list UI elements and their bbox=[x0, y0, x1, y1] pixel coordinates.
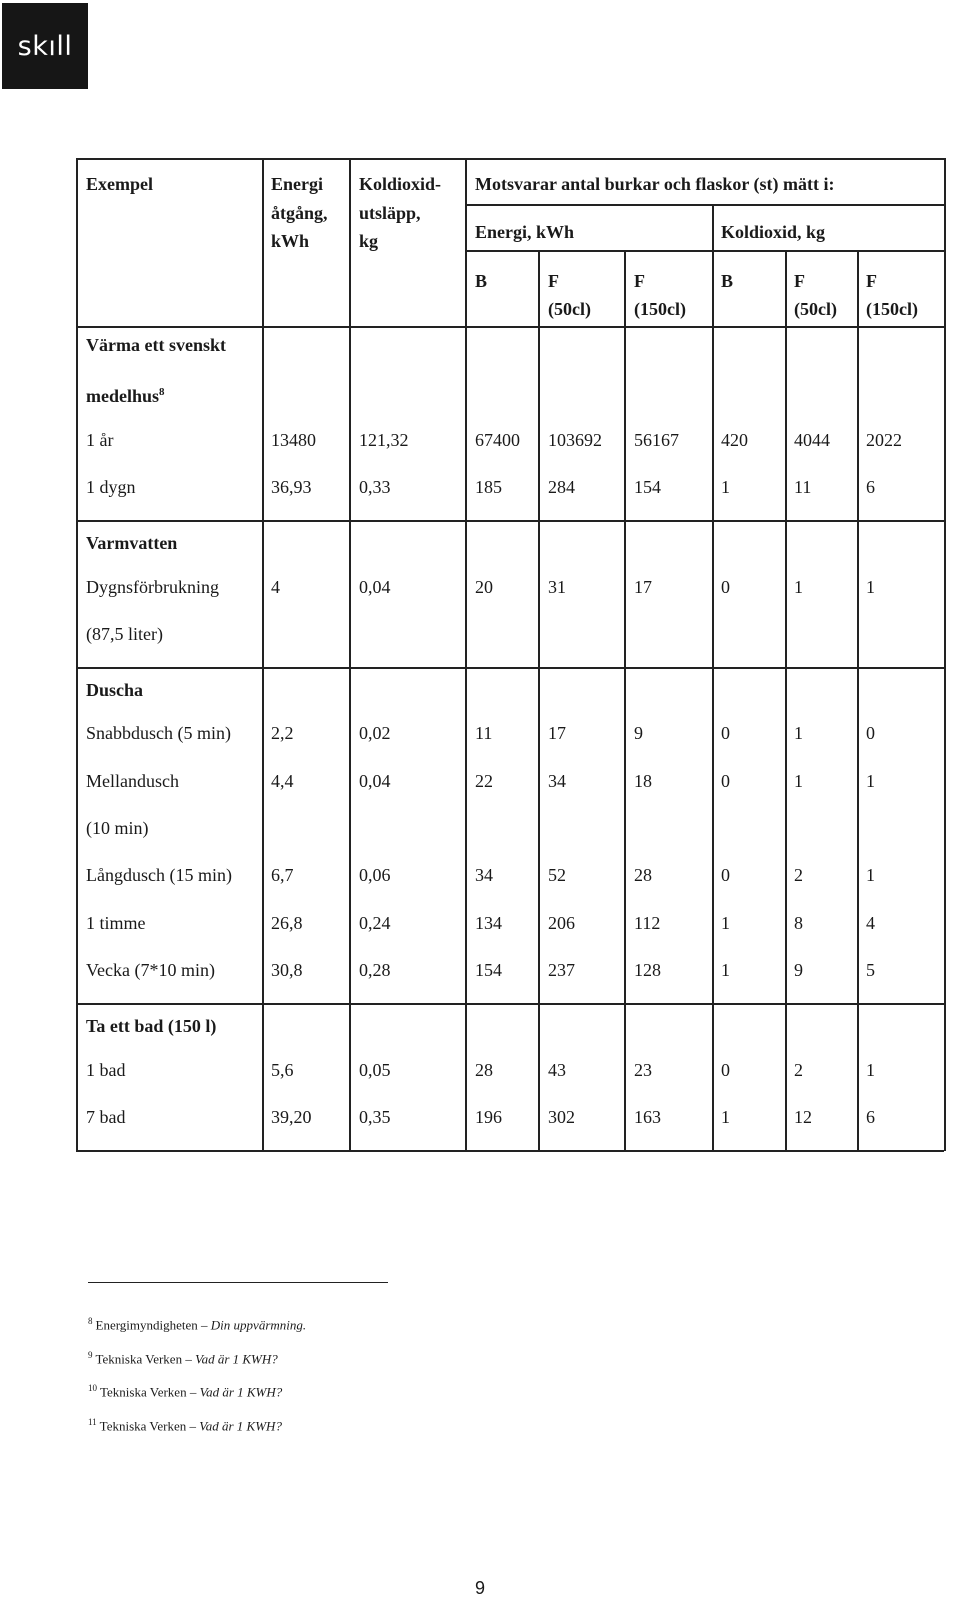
footnote-title: Vad är 1 KWH? bbox=[199, 1417, 282, 1433]
row-value: 6 bbox=[866, 476, 875, 497]
section-divider bbox=[76, 326, 944, 328]
row-value: 22 bbox=[475, 770, 493, 791]
row-label: Långdusch (15 min) bbox=[86, 865, 232, 886]
row-value: 4 bbox=[271, 576, 280, 597]
row-value: 0,02 bbox=[359, 723, 391, 744]
row-value: 0 bbox=[721, 770, 730, 791]
row-value: 6 bbox=[866, 1106, 875, 1127]
row-value: 237 bbox=[548, 959, 575, 980]
row-value: 1 bbox=[721, 476, 730, 497]
row-value: 128 bbox=[634, 959, 661, 980]
subcolumn-divider bbox=[538, 250, 540, 1150]
header-sub-type: F bbox=[634, 271, 645, 291]
row-label: 1 timme bbox=[86, 912, 146, 933]
row-value: 2 bbox=[794, 865, 803, 886]
column-divider bbox=[349, 158, 351, 1150]
header-sub-size: (150cl) bbox=[866, 299, 918, 319]
row-value: 31 bbox=[548, 576, 566, 597]
row-value: 196 bbox=[475, 1106, 502, 1127]
section-divider bbox=[76, 667, 944, 669]
subcolumn-divider bbox=[785, 250, 787, 1150]
row-value: 11 bbox=[475, 723, 493, 744]
row-value: 134 bbox=[475, 912, 502, 933]
footnote-title: Vad är 1 KWH? bbox=[195, 1350, 278, 1366]
row-label: 1 bad bbox=[86, 1059, 126, 1080]
skill-logo bbox=[2, 3, 88, 89]
row-value: 0 bbox=[721, 865, 730, 886]
row-value: 39,20 bbox=[271, 1106, 312, 1127]
row-label: Vecka (7*10 min) bbox=[86, 959, 215, 980]
header-sub-type: B bbox=[721, 271, 734, 291]
row-value: 0 bbox=[721, 576, 730, 597]
header-energy-line: kWh bbox=[271, 231, 310, 251]
row-value: 206 bbox=[548, 912, 575, 933]
header-sub-size: (50cl) bbox=[548, 299, 591, 319]
header-example: Exempel bbox=[86, 174, 153, 194]
header-sub-type: B bbox=[475, 271, 488, 291]
row-value: 0,06 bbox=[359, 865, 391, 886]
row-value: 56167 bbox=[634, 429, 679, 450]
table-right-border bbox=[944, 158, 946, 1151]
group-divider bbox=[712, 204, 714, 250]
row-value: 12 bbox=[794, 1106, 812, 1127]
row-value: 4044 bbox=[794, 429, 830, 450]
header-co2-group: Koldioxid, kg bbox=[721, 222, 826, 242]
row-value: 4,4 bbox=[271, 770, 294, 791]
row-value: 0,35 bbox=[359, 1106, 391, 1127]
row-value: 2 bbox=[794, 1059, 803, 1080]
row-value: 13480 bbox=[271, 429, 316, 450]
header-sub-type: F bbox=[548, 271, 559, 291]
row-value: 26,8 bbox=[271, 912, 303, 933]
row-value: 28 bbox=[475, 1059, 493, 1080]
footnote-title: Din uppvärmning. bbox=[210, 1317, 307, 1333]
row-value: 2022 bbox=[866, 429, 902, 450]
row-value: 1 bbox=[866, 1059, 875, 1080]
subcolumn-divider bbox=[624, 250, 626, 1150]
row-label: 1 dygn bbox=[86, 476, 136, 497]
row-value: 4 bbox=[866, 912, 875, 933]
footnote bbox=[88, 1316, 306, 1333]
row-value: 2,2 bbox=[271, 723, 294, 744]
header-sub-type: F bbox=[866, 271, 877, 291]
logo-text: skıll bbox=[17, 30, 73, 62]
row-label: Dygnsförbrukning bbox=[86, 576, 219, 597]
row-label: 7 bad bbox=[86, 1106, 126, 1127]
page-number: 9 bbox=[474, 1578, 485, 1598]
section-divider bbox=[76, 1150, 944, 1152]
row-value: 36,93 bbox=[271, 476, 312, 497]
footnote-divider bbox=[88, 1282, 388, 1283]
footnote-source: Tekniska Verken – bbox=[100, 1384, 197, 1400]
row-value: 1 bbox=[866, 576, 875, 597]
row-value: 1 bbox=[721, 959, 730, 980]
row-value: 302 bbox=[548, 1106, 575, 1127]
row-value: 0 bbox=[866, 723, 875, 744]
row-label-cont: (87,5 liter) bbox=[86, 623, 163, 644]
row-value: 18 bbox=[634, 770, 652, 791]
column-divider bbox=[262, 158, 264, 1150]
row-value: 0 bbox=[721, 723, 730, 744]
row-label: Mellandusch bbox=[86, 770, 179, 791]
row-value: 1 bbox=[794, 576, 803, 597]
row-value: 1 bbox=[866, 865, 875, 886]
row-value: 23 bbox=[634, 1059, 652, 1080]
row-value: 1 bbox=[721, 912, 730, 933]
row-value: 420 bbox=[721, 429, 748, 450]
table.sections.2.ref-text: Duscha bbox=[86, 680, 144, 701]
section-title-cont-text: medelhus bbox=[86, 386, 160, 407]
row-value: 5 bbox=[866, 959, 875, 980]
row-value: 17 bbox=[634, 576, 652, 597]
section-divider bbox=[76, 1003, 944, 1005]
table-left-border bbox=[76, 158, 78, 1150]
section-divider bbox=[76, 520, 944, 522]
header-co2-line: kg bbox=[359, 231, 379, 251]
row-value: 5,6 bbox=[271, 1059, 294, 1080]
row-value: 52 bbox=[548, 865, 566, 886]
row-value: 1 bbox=[794, 723, 803, 744]
row-label: Snabbdusch (5 min) bbox=[86, 723, 231, 744]
row-value: 163 bbox=[634, 1106, 661, 1127]
row-value: 0,05 bbox=[359, 1059, 391, 1080]
row-value: 154 bbox=[475, 959, 502, 980]
footnote-number: 8 bbox=[88, 1316, 93, 1326]
table.sections.3.ref-text: Ta ett bad (150 l) bbox=[86, 1016, 217, 1037]
footnote-number: 9 bbox=[88, 1349, 93, 1360]
header-energy-group: Energi, kWh bbox=[475, 222, 575, 242]
section-title-cont-ref: 8 bbox=[159, 386, 165, 399]
row-value: 112 bbox=[634, 912, 661, 933]
footnote-title: Vad är 1 KWH? bbox=[199, 1384, 283, 1400]
row-value: 0,04 bbox=[359, 770, 391, 791]
section-title: Värma ett svenskt bbox=[86, 335, 226, 355]
row-value: 284 bbox=[548, 476, 575, 497]
row-value: 121,32 bbox=[359, 429, 409, 450]
header-energy-line: åtgång, bbox=[271, 202, 328, 223]
footnote bbox=[88, 1417, 282, 1434]
row-value: 6,7 bbox=[271, 865, 294, 886]
section-title-cont bbox=[86, 378, 165, 410]
footnote-number: 11 bbox=[88, 1416, 97, 1427]
header-energy-line: Energi bbox=[271, 174, 323, 194]
table.sections.3.ref bbox=[86, 1008, 216, 1040]
row-value: 103692 bbox=[548, 429, 602, 450]
row-value: 0,33 bbox=[359, 476, 391, 497]
header-group-divider bbox=[465, 204, 944, 206]
table.sections.1.ref-text: Varmvatten bbox=[86, 533, 178, 554]
header-sub-size: (150cl) bbox=[634, 299, 686, 319]
header-sub-size: (50cl) bbox=[794, 299, 837, 319]
header-equivalent: Motsvarar antal burkar och flaskor (st) mätt i: bbox=[475, 174, 835, 194]
header-co2-line: Koldioxid- bbox=[359, 174, 442, 194]
column-divider bbox=[465, 158, 467, 1150]
subcolumn-divider bbox=[857, 250, 859, 1150]
footnote-source: Tekniska Verken – bbox=[99, 1417, 196, 1433]
row-value: 20 bbox=[475, 576, 493, 597]
footnote bbox=[88, 1350, 278, 1367]
row-value: 9 bbox=[794, 959, 803, 980]
row-value: 154 bbox=[634, 476, 661, 497]
footnote-source: Energimyndigheten – bbox=[95, 1317, 208, 1333]
row-value: 1 bbox=[794, 770, 803, 791]
row-value: 9 bbox=[634, 723, 643, 744]
row-value: 1 bbox=[866, 770, 875, 791]
table.sections.1.ref bbox=[86, 525, 177, 557]
header-sub-divider bbox=[465, 250, 944, 252]
row-value: 30,8 bbox=[271, 959, 303, 980]
header-co2-line: utsläpp, bbox=[359, 202, 421, 223]
row-value: 34 bbox=[548, 770, 566, 791]
row-label: 1 år bbox=[86, 429, 114, 450]
footnote-source: Tekniska Verken – bbox=[95, 1350, 192, 1366]
footnote-number: 10 bbox=[88, 1383, 97, 1393]
subcolumn-divider bbox=[712, 250, 714, 1150]
row-value: 17 bbox=[548, 723, 566, 744]
header-sub-type: F bbox=[794, 271, 805, 291]
row-value: 185 bbox=[475, 476, 502, 497]
table.sections.2.ref bbox=[86, 672, 143, 704]
row-value: 0,04 bbox=[359, 576, 391, 597]
row-value: 43 bbox=[548, 1059, 566, 1080]
row-value: 34 bbox=[475, 865, 493, 886]
row-value: 28 bbox=[634, 865, 652, 886]
row-value: 1 bbox=[721, 1106, 730, 1127]
row-label-cont: (10 min) bbox=[86, 818, 149, 838]
footnote bbox=[88, 1383, 282, 1400]
row-value: 8 bbox=[794, 912, 803, 933]
row-value: 67400 bbox=[475, 429, 520, 450]
row-value: 0,24 bbox=[359, 912, 391, 933]
row-value: 0,28 bbox=[359, 959, 391, 980]
row-value: 11 bbox=[794, 476, 812, 497]
row-value: 0 bbox=[721, 1059, 730, 1080]
table-top-border bbox=[76, 158, 944, 160]
